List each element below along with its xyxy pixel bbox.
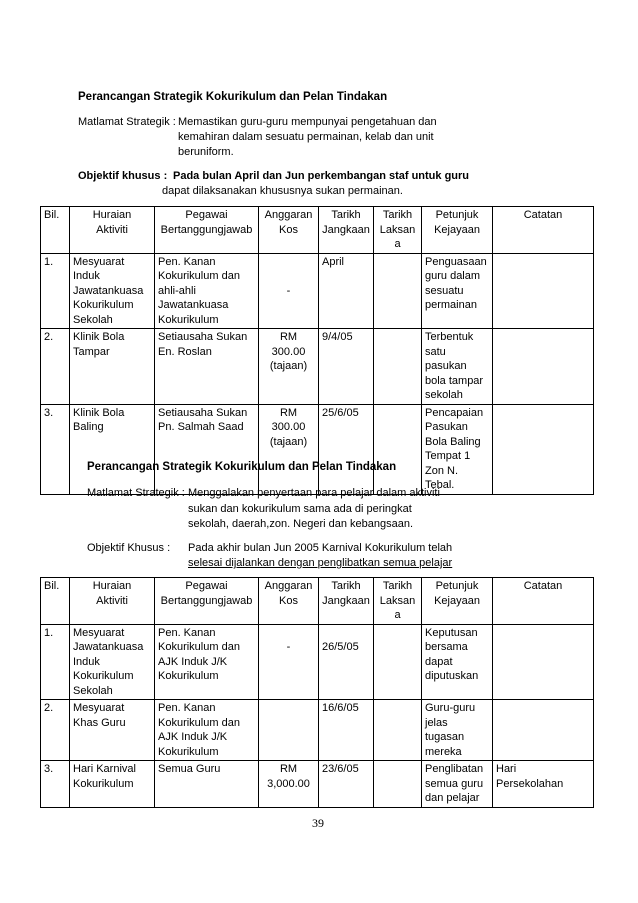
cell-huraian: Mesyuarat Induk Jawatankuasa Kokurikulum Sekolah — [70, 253, 155, 329]
cell-tarikh-jangkaan: 25/6/05 — [319, 404, 374, 494]
cell-petunjuk: Guru-guru jelas tugasan mereka — [422, 700, 493, 761]
section2-matlamat-line-2: sukan dan kokurikulum sama ada di peringkat — [188, 503, 412, 515]
cell-bil: 1. — [41, 253, 70, 329]
header-catatan: Catatan — [493, 207, 594, 254]
section1-matlamat-line-2: kemahiran dalam sesuatu permainan, kelab dan unit — [178, 131, 434, 143]
header-pegawai: Pegawai Bertanggungjawab — [155, 578, 259, 625]
cell-tarikh-laksana — [374, 253, 422, 329]
section2-objektif-label: Objektif Khusus : — [87, 542, 171, 554]
cell-anggaran: RM 300.00 (tajaan) — [259, 404, 319, 494]
table-row — [41, 253, 594, 329]
section2-matlamat-line-3: sekolah, daerah,zon. Negeri dan kebangsaan. — [188, 518, 414, 530]
header-bil: Bil. — [41, 207, 70, 254]
section1-table — [40, 206, 594, 495]
header-tarikh-laksana: Tarikh Laksana — [374, 207, 422, 254]
cell-tarikh-jangkaan: 9/4/05 — [319, 329, 374, 405]
header-tarikh-jangkaan: Tarikh Jangkaan — [319, 207, 374, 254]
cell-tarikh-laksana — [374, 761, 422, 808]
cell-catatan — [493, 329, 594, 405]
cell-petunjuk: Pencapaian Pasukan Bola Baling Tempat 1 Zon N. Tebal. — [422, 404, 493, 494]
cell-petunjuk: Penguasaan guru dalam sesuatu permainan — [422, 253, 493, 329]
section1-matlamat-label: Matlamat Strategik : — [78, 116, 176, 128]
cell-petunjuk: Keputusan bersama dapat diputuskan — [422, 624, 493, 700]
cell-huraian: Mesyuarat Jawatankuasa Induk Kokurikulum Sekolah — [70, 624, 155, 700]
cell-huraian: Klinik Bola Baling — [70, 404, 155, 494]
section1-title: Perancangan Strategik Kokurikulum dan Pelan Tindakan — [78, 91, 388, 103]
cell-bil: 2. — [41, 700, 70, 761]
table-row — [41, 404, 594, 494]
cell-tarikh-laksana — [374, 700, 422, 761]
cell-catatan — [493, 404, 594, 494]
table-row — [41, 624, 594, 700]
cell-pegawai: Setiausaha Sukan En. Roslan — [155, 329, 259, 405]
cell-pegawai: Pen. Kanan Kokurikulum dan AJK Induk J/K Kokurikulum — [155, 624, 259, 700]
cell-huraian: Mesyuarat Khas Guru — [70, 700, 155, 761]
section1-objektif-line-2: dapat dilaksanakan khususnya sukan permainan. — [162, 185, 403, 197]
cell-anggaran: - — [259, 253, 319, 329]
table-row — [41, 329, 594, 405]
section1-matlamat-line-3: beruniform. — [178, 146, 234, 158]
section2-matlamat-label: Matlamat Strategik : — [87, 487, 185, 499]
table-row — [41, 700, 594, 761]
cell-anggaran: RM 300.00 (tajaan) — [259, 329, 319, 405]
cell-pegawai: Setiausaha Sukan Pn. Salmah Saad — [155, 404, 259, 494]
cell-bil: 1. — [41, 624, 70, 700]
cell-pegawai: Pen. Kanan Kokurikulum dan ahli-ahli Jawatankuasa Kokurikulum — [155, 253, 259, 329]
section1-objektif-line-1: Pada bulan April dan Jun perkembangan staf untuk guru — [173, 170, 470, 182]
cell-tarikh-laksana — [374, 624, 422, 700]
section2-title: Perancangan Strategik Kokurikulum dan Pelan Tindakan — [87, 461, 397, 473]
page-number: 39 — [312, 816, 324, 830]
cell-catatan — [493, 624, 594, 700]
header-huraian: Huraian Aktiviti — [70, 578, 155, 625]
cell-bil: 3. — [41, 761, 70, 808]
cell-petunjuk: Penglibatan semua guru dan pelajar — [422, 761, 493, 808]
cell-anggaran — [259, 700, 319, 761]
cell-anggaran: - — [259, 624, 319, 700]
header-petunjuk: Petunjuk Kejayaan — [422, 207, 493, 254]
header-bil: Bil. — [41, 578, 70, 625]
cell-tarikh-jangkaan: 16/6/05 — [319, 700, 374, 761]
section1-objektif-label: Objektif khusus : — [78, 170, 168, 182]
header-catatan: Catatan — [493, 578, 594, 625]
cell-huraian: Klinik Bola Tampar — [70, 329, 155, 405]
cell-pegawai: Semua Guru — [155, 761, 259, 808]
section2-table — [40, 577, 594, 808]
section2-matlamat-line-1: Menggalakan penyertaan para pelajar dalam aktiviti — [188, 487, 440, 499]
table-header-row — [41, 207, 594, 254]
section2-objektif-line-1: Pada akhir bulan Jun 2005 Karnival Kokurikulum telah — [188, 542, 453, 554]
cell-tarikh-jangkaan: April — [319, 253, 374, 329]
cell-petunjuk: Terbentuk satu pasukan bola tampar sekolah — [422, 329, 493, 405]
cell-anggaran: RM 3,000.00 — [259, 761, 319, 808]
header-tarikh-jangkaan: Tarikh Jangkaan — [319, 578, 374, 625]
table-row — [41, 761, 594, 808]
cell-pegawai: Pen. Kanan Kokurikulum dan AJK Induk J/K Kokurikulum — [155, 700, 259, 761]
cell-tarikh-laksana — [374, 329, 422, 405]
section1-matlamat-line-1: Memastikan guru-guru mempunyai pengetahuan dan — [178, 116, 437, 128]
header-pegawai: Pegawai Bertanggungjawab — [155, 207, 259, 254]
header-petunjuk: Petunjuk Kejayaan — [422, 578, 493, 625]
cell-tarikh-jangkaan: 23/6/05 — [319, 761, 374, 808]
cell-bil: 2. — [41, 329, 70, 405]
cell-catatan: Hari Persekolahan — [493, 761, 594, 808]
cell-catatan — [493, 253, 594, 329]
header-anggaran: Anggaran Kos — [259, 578, 319, 625]
cell-catatan — [493, 700, 594, 761]
table-header-row — [41, 578, 594, 625]
header-tarikh-laksana: Tarikh Laksana — [374, 578, 422, 625]
header-anggaran: Anggaran Kos — [259, 207, 319, 254]
cell-tarikh-laksana — [374, 404, 422, 494]
section2-objektif-line-2: selesai dijalankan dengan penglibatkan semua pelajar — [188, 557, 453, 569]
cell-bil: 3. — [41, 404, 70, 494]
header-huraian: Huraian Aktiviti — [70, 207, 155, 254]
cell-tarikh-jangkaan: 26/5/05 — [319, 624, 374, 700]
cell-huraian: Hari Karnival Kokurikulum — [70, 761, 155, 808]
